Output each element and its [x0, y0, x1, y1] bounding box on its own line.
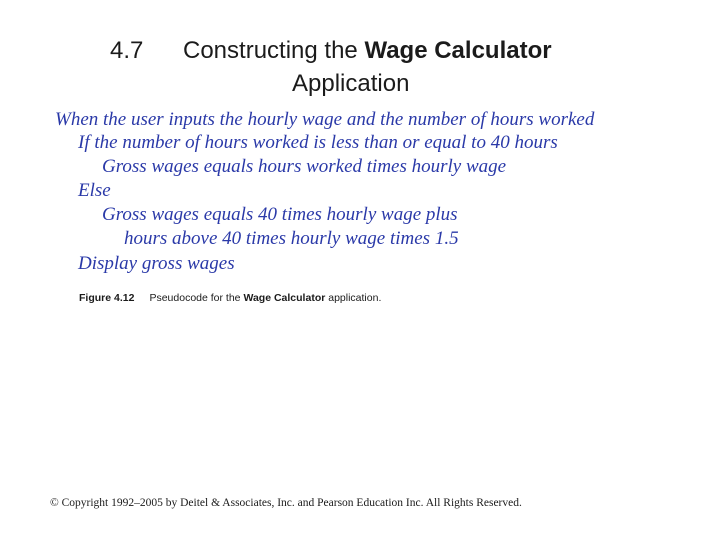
figure-number: Figure 4.12 — [79, 292, 135, 304]
figure-caption — [79, 292, 381, 304]
slide-title-line-1 — [183, 37, 552, 65]
pseudocode-line: When the user inputs the hourly wage and the number of hours worked — [55, 109, 595, 130]
pseudocode-line: Display gross wages — [78, 253, 235, 274]
section-number: 4.7 — [110, 37, 144, 64]
copyright-footer: © Copyright 1992–2005 by Deitel & Associates, Inc. and Pearson Education Inc. All Rights Reserved. — [50, 497, 522, 509]
pseudocode-line: Gross wages equals 40 times hourly wage plus — [102, 204, 458, 225]
pseudocode-line: If the number of hours worked is less than or equal to 40 hours — [78, 132, 558, 153]
slide-title-prefix: Constructing the — [183, 37, 365, 64]
pseudocode-line: hours above 40 times hourly wage times 1.5 — [124, 228, 459, 249]
caption-app-name: Wage Calculator — [243, 292, 326, 304]
pseudocode-line: Else — [78, 180, 111, 201]
slide-title-app-name: Wage Calculator — [364, 37, 552, 64]
pseudocode-block — [0, 108, 720, 278]
slide-title-line-2: Application — [292, 70, 410, 97]
caption-text-before: Pseudocode for the — [149, 292, 244, 304]
caption-text-after: application. — [325, 292, 382, 304]
pseudocode-line: Gross wages equals hours worked times hourly wage — [102, 156, 507, 177]
slide-title-block — [0, 0, 720, 110]
